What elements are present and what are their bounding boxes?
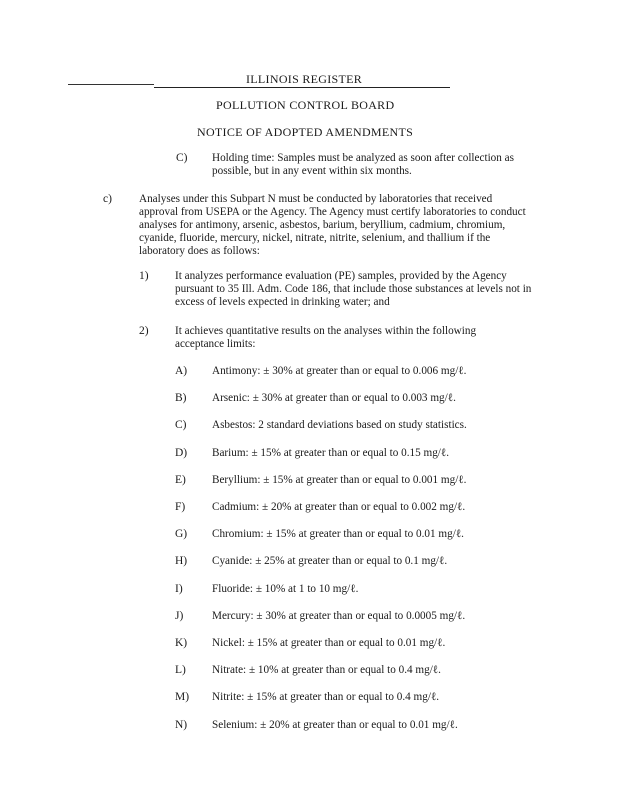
limit-item-label: J) — [175, 609, 184, 622]
limit-item — [0, 474, 618, 488]
limit-item — [0, 583, 618, 597]
limit-item-text: Cyanide: ± 25% at greater than or equal to 0.1 mg/ℓ. — [212, 555, 448, 568]
limit-item — [0, 365, 618, 379]
limit-item-text: Selenium: ± 20% at greater than or equal to 0.01 mg/ℓ. — [212, 718, 458, 731]
limit-item-text: Arsenic: ± 30% at greater than or equal to 0.003 mg/ℓ. — [212, 392, 456, 405]
header-rule-left — [68, 84, 154, 85]
limit-item-label: C) — [175, 419, 187, 432]
limit-item — [0, 691, 618, 705]
holding-time-label: C) — [176, 152, 188, 164]
limit-item-label: G) — [175, 528, 188, 541]
limit-item — [0, 447, 618, 461]
limit-item-label: M) — [175, 691, 190, 704]
limit-item-label: I) — [175, 582, 183, 595]
limit-item-label: N) — [175, 718, 188, 731]
limit-item-label: B) — [175, 392, 187, 405]
item-2-label: 2) — [139, 325, 149, 337]
register-title-text: ILLINOIS REGISTER — [246, 72, 363, 86]
limit-item — [0, 501, 618, 515]
item-1-label: 1) — [139, 270, 149, 282]
limit-item-label: E) — [175, 473, 186, 486]
limit-item-text: Beryllium: ± 15% at greater than or equal to 0.001 mg/ℓ. — [212, 473, 467, 486]
limit-item — [0, 610, 618, 624]
limit-item — [0, 419, 618, 433]
holding-time-text: Holding time: Samples must be analyzed as soon after collection as possible, but in any event within six months. — [212, 152, 514, 177]
limit-item-text: Fluoride: ± 10% at 1 to 10 mg/ℓ. — [212, 582, 359, 595]
item-2-text: It achieves quantitative results on the analyses within the following acceptance limits: — [175, 325, 477, 350]
board-title: POLLUTION CONTROL BOARD — [216, 98, 395, 112]
limit-item-text: Mercury: ± 30% at greater than or equal to 0.0005 mg/ℓ. — [212, 609, 466, 622]
limit-item — [0, 392, 618, 406]
limit-item — [0, 555, 618, 569]
item-1-text: It analyzes performance evaluation (PE) samples, provided by the Agency pursuant to 35 Ill. Adm. Code 186, that include those substances at levels not in excess of levels expected in drinking water; and — [175, 270, 532, 308]
limit-item-text: Nitrate: ± 10% at greater than or equal to 0.4 mg/ℓ. — [212, 664, 441, 677]
limit-item-text: Asbestos: 2 standard deviations based on study statistics. — [212, 419, 467, 432]
limit-item — [0, 528, 618, 542]
limit-item-label: H) — [175, 555, 188, 568]
limit-item — [0, 637, 618, 651]
limit-item-label: F) — [175, 501, 186, 513]
section-c-label: c) — [103, 193, 112, 205]
limit-item-label: D) — [175, 446, 188, 459]
limit-item — [0, 719, 618, 733]
limit-item — [0, 664, 618, 678]
notice-title: NOTICE OF ADOPTED AMENDMENTS — [197, 125, 414, 139]
limit-item-text: Cadmium: ± 20% at greater than or equal to 0.002 mg/ℓ. — [212, 501, 466, 513]
limit-item-label: L) — [175, 664, 186, 677]
limit-item-text: Chromium: ± 15% at greater than or equal to 0.01 mg/ℓ. — [212, 528, 464, 541]
section-c-text: Analyses under this Subpart N must be conducted by laboratories that received approval from USEPA or the Agency. The Agency must certify laboratories to conduct analyses for antimony, arsenic, asbestos, barium, beryllium, cadmium, chromium, cyanide, fluoride, mercury, nickel, nitrate, nitrite, selenium, and thallium if the laboratory does as follows: — [139, 193, 526, 257]
limit-item-text: Antimony: ± 30% at greater than or equal to 0.006 mg/ℓ. — [212, 365, 467, 377]
register-title — [154, 72, 450, 88]
limit-item-text: Barium: ± 15% at greater than or equal to 0.15 mg/ℓ. — [212, 446, 450, 459]
limit-item-text: Nickel: ± 15% at greater than or equal to 0.01 mg/ℓ. — [212, 637, 446, 649]
limit-item-label: K) — [175, 637, 188, 649]
limit-item-text: Nitrite: ± 15% at greater than or equal to 0.4 mg/ℓ. — [212, 691, 440, 704]
limit-item-label: A) — [175, 365, 188, 377]
